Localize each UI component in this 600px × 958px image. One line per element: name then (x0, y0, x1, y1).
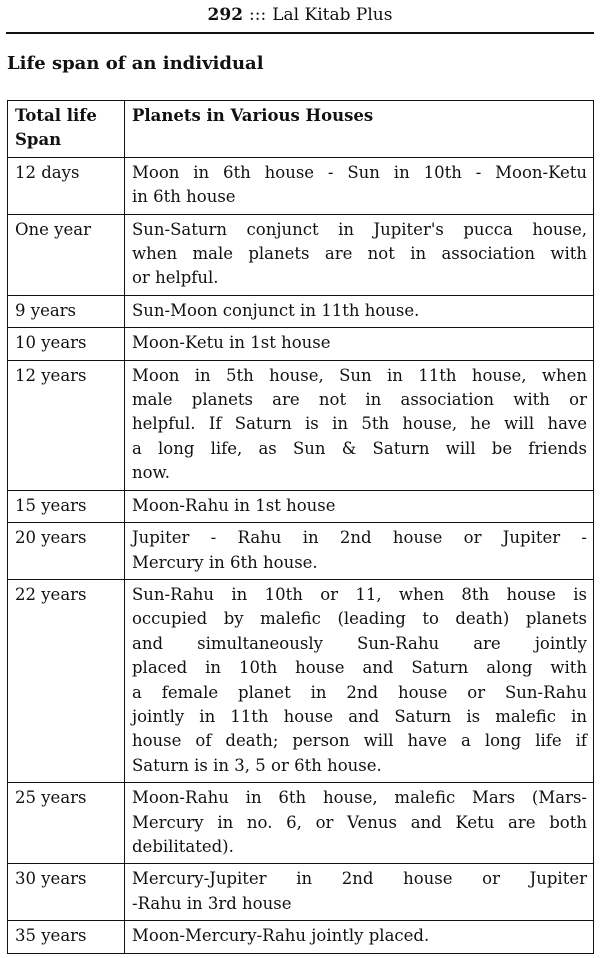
life-span-cell: 25 years (8, 783, 125, 864)
table-row (8, 921, 594, 953)
life-span-cell: 15 years (8, 490, 125, 522)
planets-cell (125, 864, 594, 921)
section-title: Life span of an individual (7, 53, 264, 74)
book-title: Lal Kitab Plus (272, 5, 393, 25)
table-row (8, 579, 594, 782)
text-line: a long life, as Sun & Saturn will be friends (132, 438, 587, 458)
running-header (0, 3, 600, 27)
text-line: Mercury in no. 6, or Venus and Ketu are both (132, 812, 587, 832)
life-span-cell: 12 days (8, 157, 125, 214)
text-line: when male planets are not in association with (132, 244, 587, 264)
header-separator: ::: (249, 5, 267, 25)
page-number: 292 (207, 5, 244, 25)
text-line: Mercury in 6th house. (132, 552, 318, 572)
text-line: Moon-Mercury-Rahu jointly placed. (132, 926, 430, 946)
life-span-cell: 20 years (8, 523, 125, 580)
planets-cell (125, 921, 594, 953)
planets-cell (125, 295, 594, 327)
text-line: placed in 10th house and Saturn along with (132, 658, 587, 678)
life-span-cell: 22 years (8, 579, 125, 782)
text-line: Moon-Rahu in 6th house, malefic Mars (Mars- (132, 788, 587, 808)
planets-cell (125, 360, 594, 490)
planets-cell (125, 783, 594, 864)
text-line: male planets are not in association with or (132, 390, 587, 410)
text-line: Moon-Rahu in 1st house (132, 495, 336, 515)
planets-cell (125, 214, 594, 295)
table-row (8, 328, 594, 360)
table-row (8, 295, 594, 327)
column-header-planets (125, 101, 594, 158)
life-span-table (7, 100, 594, 954)
text-line: now. (132, 463, 170, 483)
planets-cell (125, 490, 594, 522)
header-line: Span (15, 130, 62, 150)
header-line: Planets in Various Houses (132, 106, 374, 125)
text-line: jointly in 11th house and Saturn is malefic in (132, 706, 587, 726)
life-span-cell: 12 years (8, 360, 125, 490)
text-line: Mercury-Jupiter in 2nd house or Jupiter (132, 869, 587, 889)
table-row (8, 523, 594, 580)
table-row (8, 864, 594, 921)
planets-cell (125, 328, 594, 360)
text-line: in 6th house (132, 187, 236, 207)
text-line: Jupiter - Rahu in 2nd house or Jupiter - (132, 528, 587, 548)
text-line: a female planet in 2nd house or Sun-Rahu (132, 682, 587, 702)
planets-cell (125, 523, 594, 580)
life-span-cell: 9 years (8, 295, 125, 327)
text-line: debilitated). (132, 836, 234, 856)
text-line: Moon in 6th house - Sun in 10th - Moon-Ketu (132, 162, 587, 182)
text-line: -Rahu in 3rd house (132, 893, 292, 913)
table-row (8, 157, 594, 214)
life-span-cell: 10 years (8, 328, 125, 360)
life-span-cell: One year (8, 214, 125, 295)
text-line: Sun-Rahu in 10th or 11, when 8th house is (132, 584, 587, 604)
planets-cell (125, 579, 594, 782)
text-line: Moon-Ketu in 1st house (132, 333, 331, 353)
text-line: helpful. If Saturn is in 5th house, he will have (132, 414, 587, 434)
table-row (8, 214, 594, 295)
text-line: Sun-Moon conjunct in 11th house. (132, 300, 420, 320)
text-line: occupied by malefic (leading to death) planets (132, 609, 587, 629)
text-line: Sun-Saturn conjunct in Jupiter's pucca house, (132, 219, 587, 239)
table-row (8, 783, 594, 864)
text-line: or helpful. (132, 268, 219, 288)
table-row (8, 490, 594, 522)
header-line: Total life (15, 106, 97, 125)
table-header-row (8, 101, 594, 158)
life-span-cell: 30 years (8, 864, 125, 921)
text-line: Moon in 5th house, Sun in 11th house, when (132, 365, 587, 385)
text-line: and simultaneously Sun-Rahu are jointly (132, 633, 587, 653)
text-line: house of death; person will have a long life if (132, 731, 587, 751)
text-line: Saturn is in 3, 5 or 6th house. (132, 755, 382, 775)
planets-cell (125, 157, 594, 214)
life-span-cell: 35 years (8, 921, 125, 953)
column-header-total-life-span (8, 101, 125, 158)
table-row (8, 360, 594, 490)
header-rule (6, 32, 594, 34)
